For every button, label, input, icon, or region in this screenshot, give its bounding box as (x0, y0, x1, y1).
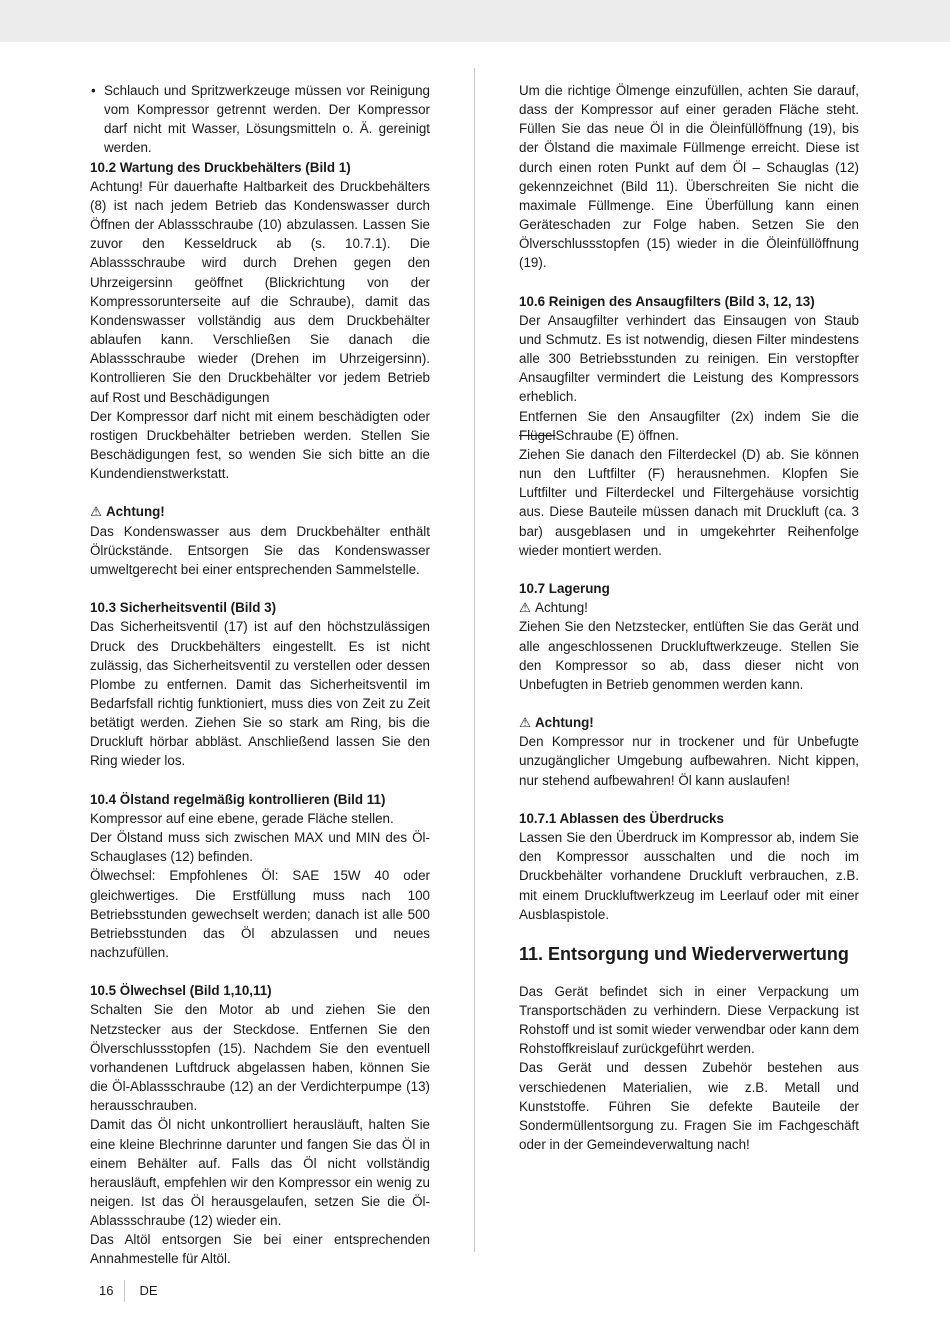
strikethrough-text: Flügel (519, 427, 556, 443)
section-text: Damit das Öl nicht unkontrolliert herausläuft, halten Sie eine kleine Blechrinne darunter und fangen Sie das Öl in einem Behälter auf. Falls das Öl nicht vollständig herausläuft, empfehlen wir den Kompressor ein wenig zu neigen. Ist das Öl herausgelaufen, setzen Sie die Öl-Ablassschraube (12) wieder ein. (90, 1117, 430, 1229)
warning-icon: ⚠ (519, 715, 532, 731)
footer-separator (124, 1280, 125, 1302)
section-text: Um die richtige Ölmenge einzufüllen, achten Sie darauf, dass der Kompressor auf einer geraden Fläche steht. Füllen Sie das neue Öl in die Öleinfüllöffnung (19), bis der Ölstand die maximale Füllmenge erreicht. Diese ist durch einen roten Punkt auf dem Öl – Schauglas (12) gekennzeichnet (Bild 11). Überschreiten Sie nicht die maximale Füllmenge. Eine Überfüllung kann einen Geräteschaden zur Folge haben. Setzen Sie den Ölverschlussstopfen (15) wieder in die Öleinfüllöffnung (19). (519, 83, 859, 271)
section-text: Das Altöl entsorgen Sie bei einer entsprechenden Annahmestelle für Altöl. (90, 1232, 430, 1267)
warning-heading: ⚠ Achtung! (90, 502, 430, 521)
list-item (90, 81, 430, 158)
bullet-icon: • (91, 83, 96, 98)
bullet-list (90, 81, 430, 158)
section-heading-10-7: 10.7 Lagerung (519, 581, 610, 597)
warning-text: Den Kompressor nur in trockener und für Unbefugte unzugänglicher Umgebung aufbewahren. Nicht kippen, nur stehend aufbewahren! Öl kann auslaufen! (519, 734, 859, 788)
section-heading-10-3: 10.3 Sicherheitsventil (Bild 3) (90, 600, 277, 616)
section-text: Ziehen Sie den Netzstecker, entlüften Sie das Gerät und alle angeschlossenen Druckluftwerkzeuge. Stellen Sie den Kompressor so ab, dass dieser nicht von Unbefugten in Betrieb genommen werden kann. (519, 619, 859, 692)
language-code: DE (139, 1283, 158, 1298)
right-column (519, 81, 859, 1154)
section-text: Kompressor auf eine ebene, gerade Fläche stellen. (90, 810, 394, 826)
section-text: Das Gerät befindet sich in einer Verpackung um Transportschäden zu verhindern. Diese Verpackung ist Rohstoff und ist somit wieder verwendbar oder kann dem Rohstoffkreislauf zurückgeführt werden. (519, 983, 859, 1057)
section-heading-10-5: 10.5 Ölwechsel (Bild 1,10,11) (90, 983, 272, 999)
top-bar (0, 0, 950, 42)
section-text: Das Gerät und dessen Zubehör bestehen aus verschiedenen Materialien, wie z.B. Metall und Kunststoffe. Führen Sie defekte Bauteile der Sondermüllentsorgung zu. Fragen Sie im Fachgeschäft oder in der Gemeindeverwaltung nach! (519, 1060, 859, 1153)
section-text: Der Ansaugfilter verhindert das Einsaugen von Staub und Schmutz. Es ist notwendig, diesen Filter mindestens alle 300 Betriebsstunden zu reinigen. Ein verstopfter Ansaugfilter vermindert die Leistung des Kompressors erheblich. (519, 312, 859, 405)
column-divider (474, 68, 475, 1252)
warning-text: Das Kondenswasser aus dem Druckbehälter enthält Ölrückstände. Entsorgen Sie das Kondenswasser umweltgerecht bei einer entsprechenden Sammelstelle. (90, 523, 430, 577)
section-text: Achtung! Für dauerhafte Haltbarkeit des Druckbehälters (8) ist nach jedem Betrieb das Kondenswasser durch Öffnen der Ablassschraube (10) abzulassen. Lassen Sie zuvor den Kesseldruck ab (s. 10.7.1). Die Ablassschraube wird durch Drehen gegen den Uhrzeigersinn geöffnet (Blickrichtung von der Kompressorunterseite auf die Schraube), damit das Kondenswasser vollständig aus dem Druckbehälter ablaufen kann. Verschließen Sie danach die Ablassschraube wieder (Drehen im Uhrzeigersinn). Kontrollieren Sie den Druckbehälter vor jedem Betrieb auf Rost und Beschädigungen (90, 178, 430, 405)
page-number: 16 (99, 1283, 114, 1298)
section-text: Der Kompressor darf nicht mit einem beschädigten oder rostigen Druckbehälter betrieben werden. Stellen Sie Beschädigungen fest, so wenden Sie sich bitte an die Kundendienstwerkstatt. (90, 408, 430, 482)
page-footer (99, 1280, 158, 1302)
bullet-text: Schlauch und Spritzwerkzeuge müssen vor Reinigung vom Kompressor getrennt werden. Der Kompressor darf nicht mit Wasser, Lösungsmitteln o. Ä. gereinigt werden. (104, 83, 430, 156)
section-text: Der Ölstand muss sich zwischen MAX und MIN des Öl-Schauglases (12) befinden. (90, 830, 430, 865)
warning-icon: ⚠ (519, 600, 532, 616)
warning-heading: ⚠ Achtung! (519, 713, 859, 732)
left-column (90, 81, 430, 1269)
section-text: Schalten Sie den Motor ab und ziehen Sie den Netzstecker aus der Steckdose. Entfernen Sie den Ölverschlussstopfen (15). Nachdem Sie den eventuell vorhandenen Luftdruck abgelassen haben, können Sie die Öl-Ablassschraube (12) an der Verdichterpumpe (13) herausschrauben. (90, 1002, 430, 1114)
warning-line: ⚠ Achtung! (519, 598, 859, 617)
section-text: Ziehen Sie danach den Filterdeckel (D) ab. Sie können nun den Luftfilter (F) herausnehmen. Klopfen Sie Luftfilter und Filterdeckel und Filtergehäuse vorsichtig aus. Diese Bauteile müssen danach mit Druckluft (ca. 3 bar) ausgeblasen und in umgekehrter Reihenfolge wieder montiert werden. (519, 446, 859, 558)
section-heading-10-7-1: 10.7.1 Ablassen des Überdrucks (519, 810, 724, 826)
section-heading-10-6: 10.6 Reinigen des Ansaugfilters (Bild 3, 12, 13) (519, 293, 815, 309)
chapter-heading-11: 11. Entsorgung und Wiederverwertung (519, 943, 849, 964)
section-heading-10-2: 10.2 Wartung des Druckbehälters (Bild 1) (90, 159, 351, 175)
section-text: Ölwechsel: Empfohlenes Öl: SAE 15W 40 oder gleichwertiges. Die Erstfüllung muss nach 100 Betriebsstunden gewechselt werden; danach ist alle 500 Betriebsstunden das Öl abzulassen und neues nachzufüllen. (90, 868, 430, 960)
section-text: Lassen Sie den Überdruck im Kompressor ab, indem Sie den Kompressor ausschalten und die noch im Druckbehälter vorhandene Druckluft verbrauchen, z.B. mit einem Druckluftwerkzeug im Leerlauf oder mit einer Ausblaspistole. (519, 830, 859, 922)
section-heading-10-4: 10.4 Ölstand regelmäßig kontrollieren (Bild 11) (90, 791, 386, 807)
section-text: Das Sicherheitsventil (17) ist auf den höchstzulässigen Druck des Druckbehälters eingestellt. Es ist nicht zulässig, das Sicherheitsventil zu verstellen oder dessen Plombe zu entfernen. Damit das Sicherheitsventil im Bedarfsfall richtig funktioniert, muss dies von Zeit zu Zeit betätigt werden. Ziehen Sie so stark am Ring, bis die Druckluft hörbar abbläst. Anschließend lassen Sie den Ring wieder los. (90, 619, 430, 769)
section-text: Entfernen Sie den Ansaugfilter (2x) indem Sie die FlügelSchraube (E) öffnen. (519, 408, 859, 443)
warning-icon: ⚠ (90, 504, 103, 520)
